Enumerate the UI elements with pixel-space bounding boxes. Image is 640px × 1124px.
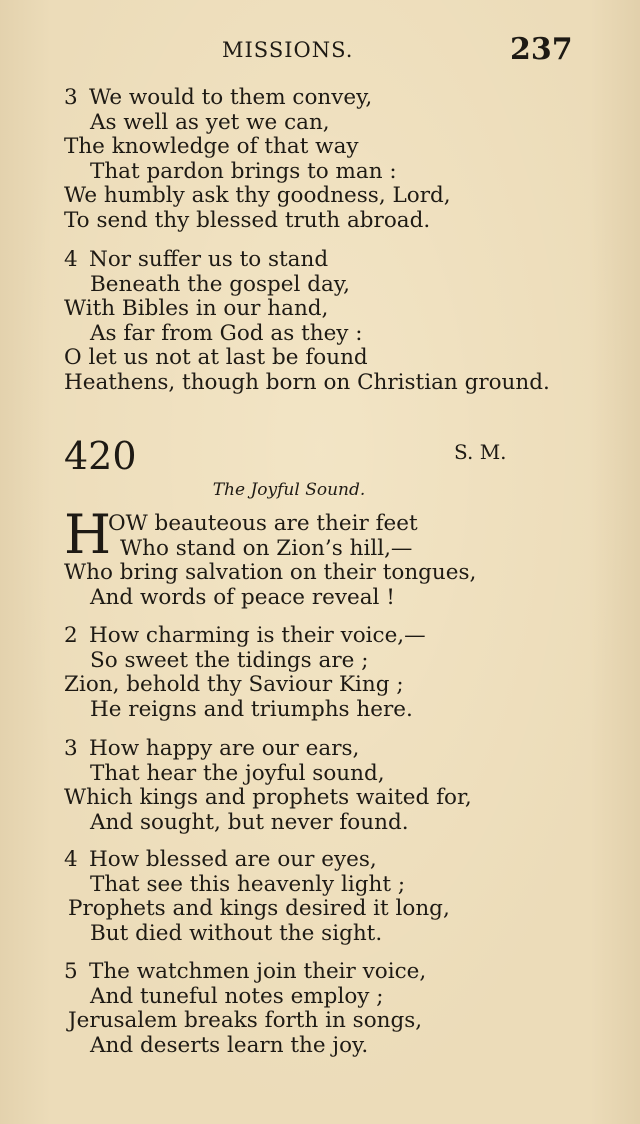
verse-line: 3 How happy are our ears, xyxy=(64,736,360,761)
stanza-number: 3 xyxy=(64,85,78,110)
verse-line: OW beauteous are their feet xyxy=(108,511,418,536)
page-header xyxy=(0,32,640,72)
verse-line: 2 How charming is their voice,— xyxy=(64,623,426,648)
verse-line: We humbly ask thy goodness, Lord, xyxy=(64,183,451,208)
verse-line: Heathens, though born on Christian ground. xyxy=(64,369,550,395)
hymn-number: 420 xyxy=(64,434,137,478)
verse-line: But died without the sight. xyxy=(90,920,383,946)
stanza-number: 4 xyxy=(64,847,78,872)
verse-line: 4 How blessed are our eyes, xyxy=(64,847,377,872)
verse-line: And words of peace reveal ! xyxy=(90,584,395,610)
hymn-stanza-4 xyxy=(64,848,584,946)
verse-line: 3 We would to them convey, xyxy=(64,85,373,110)
stanza-number: 5 xyxy=(64,959,78,984)
verse-line: 4 Nor suffer us to stand xyxy=(64,247,329,272)
verse-line: Zion, behold thy Saviour King ; xyxy=(64,672,404,697)
verse-line: Which kings and prophets waited for, xyxy=(64,785,472,810)
verse-line: That hear the joyful sound, xyxy=(90,760,385,786)
stanza-number: 2 xyxy=(64,623,78,648)
verse-line: As well as yet we can, xyxy=(90,109,330,135)
stanza-number: 4 xyxy=(64,247,78,272)
stanza-number: 3 xyxy=(64,736,78,761)
hymn-stanza-1 xyxy=(64,512,584,610)
running-title: MISSIONS. xyxy=(222,38,354,62)
page-number: 237 xyxy=(510,32,573,67)
hymn-meter: S. M. xyxy=(454,440,507,464)
verse-line: 5 The watchmen join their voice, xyxy=(64,959,427,984)
verse-line: Jerusalem breaks forth in songs, xyxy=(68,1008,423,1033)
verse-line: That pardon brings to man : xyxy=(90,158,397,184)
verse-line: O let us not at last be found xyxy=(64,345,368,370)
hymn-stanza-5 xyxy=(64,960,584,1058)
drop-cap: H xyxy=(64,503,112,566)
verse-line: That see this heavenly light ; xyxy=(90,871,406,897)
verse-line: Who bring salvation on their tongues, xyxy=(64,560,477,585)
verse-line: With Bibles in our hand, xyxy=(64,296,329,321)
prev-hymn-stanza-4 xyxy=(64,248,584,395)
verse-line: To send thy blessed truth abroad. xyxy=(64,207,431,233)
verse-line: Who stand on Zion’s hill,— xyxy=(120,535,413,561)
verse-line: Prophets and kings desired it long, xyxy=(68,896,450,921)
hymn-stanza-2 xyxy=(64,624,584,722)
verse-line: And sought, but never found. xyxy=(90,809,409,835)
hymn-stanza-3 xyxy=(64,737,584,835)
prev-hymn-stanza-3 xyxy=(64,86,584,233)
verse-line: And deserts learn the joy. xyxy=(90,1032,369,1058)
hymn-title: The Joyful Sound. xyxy=(212,480,366,500)
verse-line: And tuneful notes employ ; xyxy=(90,983,384,1009)
verse-line: So sweet the tidings are ; xyxy=(90,647,369,673)
verse-line: As far from God as they : xyxy=(90,320,363,346)
verse-line: Beneath the gospel day, xyxy=(90,271,350,297)
verse-line: The knowledge of that way xyxy=(64,134,359,159)
verse-line: He reigns and triumphs here. xyxy=(90,696,413,722)
